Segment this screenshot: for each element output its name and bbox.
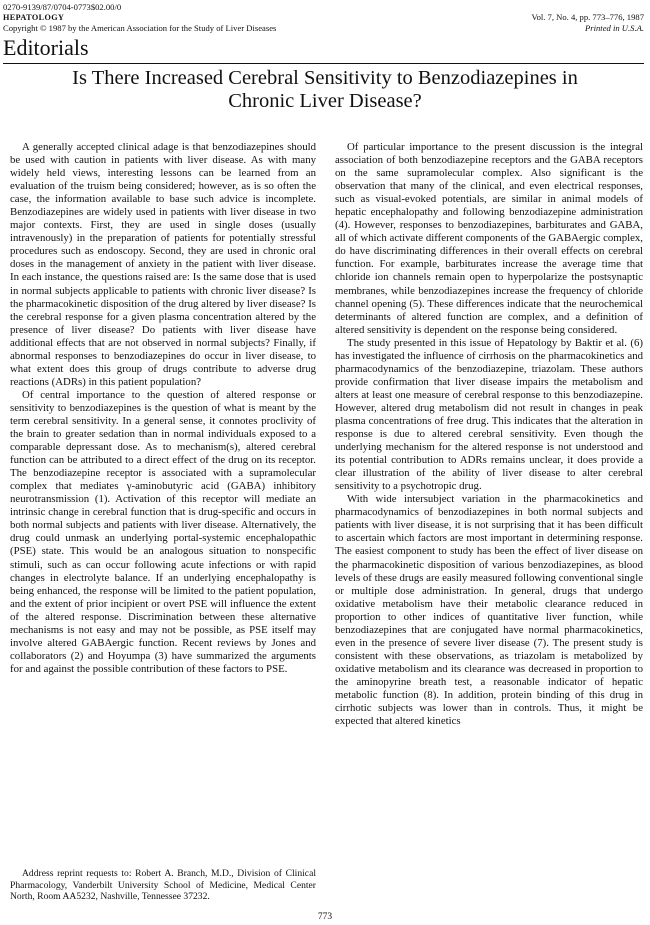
body-paragraph: Of particular importance to the present discussion is the integral association of both benzodiazepine receptors and the GABA receptors on the same supramolecular complex. Also significant is the observation that many of the clinical, and even electrical responses, such as visual-evoked potentials, are similar in animal models of hepatic encephalopathy and following benzodiazepine administration (4). However, responses to benzodiazepines, barbiturates and GABA, all of which activate different components of the GABAergic complex, do have discriminating differences in their overall effects on cerebral function. For example, barbiturates increase the average time that chloride ion channels remain open to hyperpolarize the postsynaptic membranes, while benzodiazepines increase the frequency of chloride channel opening (5). These differences indicate that the neurochemical determinants of altered function are complex, and a definition of altered sensitivity is dependent on the response being considered.	[335, 141, 643, 336]
body-paragraph: The study presented in this issue of Hepatology by Baktir et al. (6) has investigated the influence of cirrhosis on the pharmacokinetics and pharmacodynamics of the benzodiazepine, triazolam. These authors provide confirmation that liver disease impairs the metabolism and alters at least one measure of cerebral response to this benzodiazepine. However, altered drug metabolism did not result in changes in peak plasma concentrations of free drug. This indicates that the alteration in response is due to altered cerebral sensitivity. Even though the underlying mechanism for the altered response is not understood and its potential contribution to ADRs remains unclear, it does provide a clear illustration of the ability of liver disease to alter cerebral sensitivity to a psychotropic drug.	[335, 336, 643, 493]
left-column	[10, 141, 316, 676]
section-heading: Editorials	[3, 35, 89, 60]
article-title-line-2: Chronic Liver Disease?	[228, 90, 422, 112]
page-number: 773	[317, 912, 333, 922]
article-code: 0270-9139/87/0704-0773$02.00/0	[3, 2, 122, 12]
section-rule	[3, 63, 644, 64]
body-paragraph: With wide intersubject variation in the pharmacokinetics and pharmacodynamics of benzodiazepines in both normal subjects and patients with liver disease, it is not surprising that it has been difficult to ascertain which factors are most important in determining response. The easiest component to study has been the effect of liver disease on the pharmacokinetic disposition of various benzodiazepines, as blood levels of these drugs are easily measured following conventional single or multiple dose administration. In general, drugs that undergo oxidative metabolism have their metabolic clearance reduced in proportion to other indices of quantitative liver function, while benzodiazepines that are conjugated have normal pharmacokinetics, even in the presence of severe liver disease (7). The present study is consistent with these observations, as triazolam is metabolized by oxidative metabolism and its clearance was decreased in proportion to the aminopyrine breath test, a reasonable indicator of hepatic metabolic function (8). In addition, protein binding of this drug in cirrhotic subjects was lower than in controls. Thus, it might be expected that altered kinetics	[335, 493, 643, 728]
journal-name: HEPATOLOGY	[3, 12, 65, 22]
right-column	[335, 141, 643, 728]
journal-header-left	[3, 2, 276, 34]
reprint-request-note: Address reprint requests to: Robert A. Branch, M.D., Division of Clinical Pharmacology, Vanderbilt University School of Medicine, Medical Center North, Room AA5232, Nashville, Tennessee 37232.	[10, 868, 316, 903]
copyright-line: Copyright © 1987 by the American Association for the Study of Liver Diseases	[3, 23, 277, 33]
article-title-line-1: Is There Increased Cerebral Sensitivity to Benzodiazepines in	[72, 67, 578, 89]
body-paragraph: Of central importance to the question of altered response or sensitivity to benzodiazepines is the question of what is meant by the term cerebral sensitivity. In a general sense, it connotes proclivity of the brain to greater sedation than in normal individuals exposed to a comparable depressant dose. As to mechanism(s), altered cerebral function can be attributed to a direct effect of the drug on its receptor. The benzodiazepine receptor is associated with a supramolecular complex that mediates γ-aminobutyric acid (GABA) inhibitory neurotransmission (1). Activation of this receptor will mediate an intrinsic change in cerebral function that is drug-specific and occurs in both normal subjects and patients with liver disease. Alternatively, the drug could unmask an underlying portal-systemic encephalopathic (PSE) state. This would be an analogous situation to nonspecific stimuli, such as can occur following acute infections or with rapid changes in electrolyte balance. If an underlying encephalopathy is being enhanced, the response will be limited to the patient population, and the extent of prior incipient or overt PSE will influence the extent of the altered response. Discrimination between these alternative mechanisms is not easy and may not be possible, as PSE itself may involve altered GABAergic function. Recent reviews by Jones and collaborators (2) and Hoyumpa (3) have summarized the arguments for and against the possible contribution of these factors to PSE.	[10, 388, 316, 675]
volume-info: Vol. 7, No. 4, pp. 773–776, 1987	[531, 12, 644, 22]
printed-in: Printed in U.S.A.	[585, 22, 644, 33]
article-title	[0, 67, 650, 113]
journal-header-right	[531, 12, 644, 33]
body-paragraph: A generally accepted clinical adage is that benzodiazepines should be used with caution in patients with liver disease. As with many widely held views, interesting lessons can be learned from an evaluation of the truism being considered; however, as is so often the case, the information available to base such advice is incomplete. Benzodiazepines are widely used in patients with liver disease in two major contexts. First, they are used in single doses (usually intravenously) in the preparation of patients for potentially stressful procedures such as endoscopy. Second, they are used in chronic oral doses in the management of anxiety in the patient with liver disease. In each instance, the questions raised are: Is the same dose that is used in normal subjects applicable to patients with chronic liver disease? Is the pharmacokinetic disposition of the drug altered by liver disease? Is the cerebral response for a given plasma concentration altered by the presence of liver disease? Do patients with liver disease have additional effects that are not observed in normal subjects? Finally, if abnormal responses to benzodiazepines do occur in liver disease, to what extent does this group of drugs contribute to adverse drug reactions (ADRs) in this patient population?	[10, 141, 316, 388]
